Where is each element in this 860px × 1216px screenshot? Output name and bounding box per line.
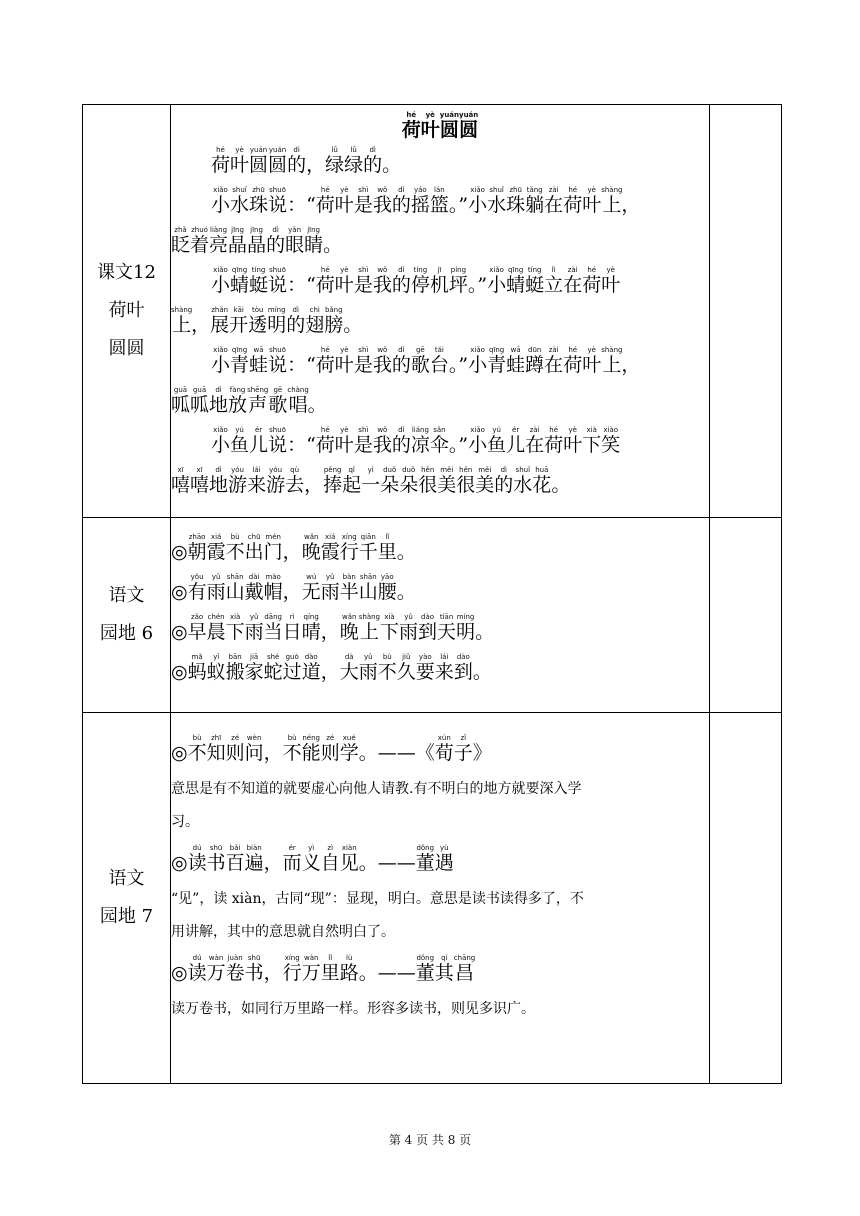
pinyin-char: 里lǐ [377, 533, 397, 563]
punctuation: 。” [448, 194, 469, 216]
pinyin-char: 叶yè [601, 266, 621, 296]
pinyin-char: 捧pěng [323, 466, 343, 496]
blank-cell [710, 713, 782, 1084]
pinyin-char: 帽mào [263, 573, 283, 603]
pinyin-char: 美měi [475, 466, 495, 496]
pinyin-char: 我wǒ [372, 426, 392, 456]
pinyin-char: 下xià [225, 613, 245, 643]
pinyin-char: 晚wǎn [301, 533, 321, 563]
quote-note: “见”，读 xiàn，古同“现”：显现，明白。意思是读书读得多了，不 [171, 891, 584, 907]
pinyin-char: 上shàng [358, 613, 380, 643]
punctuation: ， [621, 194, 641, 216]
text-line [171, 652, 709, 692]
pinyin-char: 停tíng [410, 266, 430, 296]
pinyin-char: 游yóu [228, 466, 248, 496]
pinyin-char: 歌gē [410, 346, 430, 376]
pinyin-char: 行xíng [282, 954, 302, 984]
pinyin-char: 荷hé [315, 186, 335, 216]
punctuation: ◎ [171, 581, 188, 603]
pinyin-char: 小xiǎo [211, 266, 231, 296]
punctuation: 。 [307, 394, 327, 416]
pinyin-char: 过guò [282, 653, 302, 683]
punctuation: ◎ [171, 541, 188, 563]
pinyin-char: 立lì [544, 266, 564, 296]
pinyin-char: 万wàn [301, 954, 321, 984]
pinyin-char: 去qù [285, 466, 305, 496]
pinyin-char: 我wǒ [372, 186, 392, 216]
label-line: 语文 [108, 868, 145, 889]
pinyin-char: 早zǎo [187, 613, 207, 643]
passage [171, 145, 709, 505]
pinyin-char: 儿ér [506, 426, 526, 456]
pinyin-char: 其qí [434, 954, 454, 984]
punctuation: ， [263, 962, 283, 984]
pinyin-char: 伞sǎn [429, 426, 449, 456]
pinyin-char: 荷hé [401, 111, 421, 141]
pinyin-char: 呱guā [190, 386, 210, 416]
pinyin-char: 绿lǜ [325, 146, 345, 176]
pinyin-char: 着zhuó [190, 226, 210, 256]
punctuation: ， [263, 742, 283, 764]
pinyin-char: 青qīng [487, 346, 507, 376]
text-line [171, 185, 709, 225]
pinyin-char: 雨yǔ [358, 653, 378, 683]
pinyin-char: 呱guā [171, 386, 191, 416]
pinyin-char: 明míng [267, 306, 287, 336]
pinyin-char: 不bù [187, 734, 207, 764]
row-label [83, 713, 171, 1084]
pinyin-char: 蜓tíng [525, 266, 545, 296]
pinyin-char: 游yóu [266, 466, 286, 496]
pinyin-char: 水shuǐ [513, 466, 533, 496]
row-lesson-12 [83, 105, 782, 518]
punctuation: ， [304, 474, 324, 496]
pinyin-char: 读dú [187, 954, 207, 984]
pinyin-char: 的dì [391, 346, 411, 376]
pinyin-char: 水shuǐ [230, 186, 250, 216]
pinyin-char: 董dǒng [415, 844, 435, 874]
pinyin-char: 叶yè [334, 266, 354, 296]
pinyin-char: 荷hé [544, 426, 564, 456]
pinyin-char: 有yǒu [187, 573, 207, 603]
label-line: 荷叶 [108, 300, 145, 321]
pinyin-char: 绿lǜ [344, 146, 364, 176]
pinyin-char: 笑xiào [601, 426, 621, 456]
pinyin-char: 蜻qīng [230, 266, 250, 296]
pinyin-char: 叶yè [563, 426, 583, 456]
pinyin-char: 叶yè [334, 346, 354, 376]
punctuation: 。” [448, 354, 469, 376]
pinyin-char: 很hěn [418, 466, 438, 496]
pinyin-char: 蛇shé [263, 653, 283, 683]
text-line [171, 385, 709, 425]
pinyin-char: 膀bǎng [324, 306, 344, 336]
pinyin-char: 躺tǎng [525, 186, 545, 216]
punctuation: ◎ [171, 962, 188, 984]
pinyin-char: 蛙wā [506, 346, 526, 376]
pinyin-char: 蹲dūn [525, 346, 545, 376]
punctuation: 。” [448, 434, 469, 456]
pinyin-char: 说shuō [268, 266, 288, 296]
pinyin-char: 蚁yǐ [206, 653, 226, 683]
pinyin-char: 摇yáo [410, 186, 430, 216]
pinyin-char: 见xiàn [339, 844, 359, 874]
pinyin-char: 小xiǎo [211, 346, 231, 376]
pinyin-char: 鱼yú [487, 426, 507, 456]
punctuation: 。—— [358, 962, 416, 984]
pinyin-char: 叶yè [582, 346, 602, 376]
lesson-title [171, 111, 709, 149]
pinyin-char: 雨yǔ [244, 613, 264, 643]
pinyin-char: 义yì [301, 844, 321, 874]
punctuation: ， [621, 354, 641, 376]
quote-section [171, 843, 709, 949]
pinyin-char: 荷hé [315, 266, 335, 296]
pinyin-char: 小xiǎo [468, 186, 488, 216]
pinyin-char: 花huā [532, 466, 552, 496]
pinyin-char: 晶jīng [228, 226, 248, 256]
pinyin-char: 山shān [225, 573, 245, 603]
pinyin-char: 蛙wā [249, 346, 269, 376]
row-label [83, 518, 171, 713]
text-line [171, 425, 709, 465]
punctuation: 。——《 [358, 742, 435, 764]
quote-note: 用讲解，其中的意思就自然明白了。 [171, 924, 395, 940]
pinyin-char: 蜻qīng [506, 266, 526, 296]
pinyin-char: 睛jīng [304, 226, 324, 256]
pinyin-char: 日rì [282, 613, 302, 643]
pinyin-char: 雨yǔ [320, 573, 340, 603]
punctuation: ， [282, 581, 302, 603]
punctuation: 。 [396, 581, 416, 603]
pinyin-char: 珠zhū [249, 186, 269, 216]
pinyin-char: 到dào [418, 613, 438, 643]
pinyin-char: 道dào [301, 653, 321, 683]
pinyin-char: 圆yuán [268, 146, 288, 176]
punctuation: ◎ [171, 742, 188, 764]
pinyin-char: 荷hé [582, 266, 602, 296]
pinyin-char: 知zhī [206, 734, 226, 764]
text-line [171, 532, 709, 572]
pinyin-char: 行xíng [339, 533, 359, 563]
pinyin-char: 我wǒ [372, 346, 392, 376]
pinyin-char: 荷hé [315, 426, 335, 456]
pinyin-char: 机jī [429, 266, 449, 296]
pinyin-char: 不bù [377, 653, 397, 683]
pinyin-char: 荷hé [563, 346, 583, 376]
pinyin-char: 叶yè [582, 186, 602, 216]
pinyin-char: 百bǎi [225, 844, 245, 874]
pinyin-char: 唱chàng [287, 386, 309, 416]
pinyin-char: 下xià [380, 613, 400, 643]
pinyin-char: 翅chì [305, 306, 325, 336]
pinyin-char: 家jiā [244, 653, 264, 683]
pinyin-char: 坪píng [448, 266, 468, 296]
blank-cell [710, 105, 782, 518]
pinyin-char: 腰yāo [377, 573, 397, 603]
pinyin-char: 晨chén [206, 613, 226, 643]
text-line [171, 612, 709, 652]
punctuation: 。” [467, 274, 488, 296]
punctuation: ：“ [287, 434, 316, 456]
label-line: 园地 7 [99, 906, 154, 927]
punctuation: ：“ [287, 274, 316, 296]
pinyin-char: 戴dài [244, 573, 264, 603]
text-line [171, 572, 709, 612]
pinyin-char: 下xià [582, 426, 602, 456]
pinyin-char: 而ér [282, 844, 302, 874]
pinyin-char: 读dú [187, 844, 207, 874]
punctuation: ， [320, 661, 340, 683]
text-line [171, 265, 709, 305]
pinyin-char: 则zé [225, 734, 245, 764]
row-content [171, 518, 710, 713]
pinyin-char: 万wàn [206, 954, 226, 984]
pinyin-char: 蚂mǎ [187, 653, 207, 683]
pinyin-char: 说shuō [268, 346, 288, 376]
pinyin-char: 无wú [301, 573, 321, 603]
pinyin-char: 水shuǐ [487, 186, 507, 216]
pinyin-char: 声shēng [247, 386, 269, 416]
pinyin-char: 雨yǔ [206, 573, 226, 603]
pinyin-char: 书shū [206, 844, 226, 874]
text-line [171, 145, 709, 185]
punctuation: 。 [475, 621, 495, 643]
punctuation: ， [306, 154, 326, 176]
pinyin-char: 路lù [339, 954, 359, 984]
pinyin-char: 晴qíng [301, 613, 321, 643]
row-garden-6 [83, 518, 782, 713]
pinyin-char: 叶yè [334, 186, 354, 216]
pinyin-char: 在zài [563, 266, 583, 296]
pinyin-char: 天tiān [437, 613, 457, 643]
pinyin-char: 说shuō [268, 186, 288, 216]
punctuation: 。 [382, 154, 402, 176]
pinyin-char: 的dì [286, 306, 306, 336]
pinyin-char: 亮liàng [209, 226, 229, 256]
pinyin-char: 台tái [429, 346, 449, 376]
text-line [171, 345, 709, 385]
pinyin-char: 蜓tíng [249, 266, 269, 296]
pinyin-char: 搬bān [225, 653, 245, 683]
blank-cell [710, 518, 782, 713]
proverb-list [171, 532, 709, 692]
pinyin-char: 晚wǎn [339, 613, 359, 643]
pinyin-char: 千qiān [358, 533, 378, 563]
pinyin-char: 嘻xī [171, 466, 191, 496]
pinyin-char: 董dǒng [415, 954, 435, 984]
punctuation: ◎ [171, 852, 188, 874]
row-content [171, 713, 710, 1084]
pinyin-char: 来lái [247, 466, 267, 496]
pinyin-char: 开kāi [229, 306, 249, 336]
pinyin-char: 叶yè [420, 111, 440, 141]
pinyin-char: 雨yǔ [399, 613, 419, 643]
pinyin-char: 学xué [339, 734, 359, 764]
pinyin-char: 叶yè [230, 146, 250, 176]
pinyin-char: 一yì [361, 466, 381, 496]
row-label [83, 105, 171, 518]
punctuation: 。 [396, 541, 416, 563]
text-line [171, 465, 709, 505]
pinyin-char: 嘻xī [190, 466, 210, 496]
pinyin-char: 遍biàn [244, 844, 264, 874]
pinyin-char: 我wǒ [372, 266, 392, 296]
punctuation: 》 [472, 742, 492, 764]
pinyin-char: 霞xiá [206, 533, 226, 563]
pinyin-char: 圆yuán [439, 111, 460, 141]
pinyin-char: 圆yuán [459, 111, 479, 141]
row-content [171, 105, 710, 518]
punctuation: ， [282, 541, 302, 563]
label-line: 圆圆 [108, 338, 145, 359]
pinyin-char: 山shān [358, 573, 378, 603]
pinyin-char: 是shì [353, 426, 373, 456]
row-garden-7 [83, 713, 782, 1084]
punctuation: 。 [472, 661, 492, 683]
pinyin-char: 的dì [391, 186, 411, 216]
pinyin-char: 昌chāng [453, 954, 476, 984]
pinyin-char: 圆yuán [249, 146, 269, 176]
pinyin-char: 地dì [209, 386, 229, 416]
pinyin-char: 朝zhāo [187, 533, 207, 563]
pinyin-char: 放fàng [228, 386, 248, 416]
pinyin-char: 自zì [320, 844, 340, 874]
pinyin-char: 在zài [544, 186, 564, 216]
pinyin-char: 在zài [544, 346, 564, 376]
pinyin-char: 来lái [434, 653, 454, 683]
pinyin-char: 很hěn [456, 466, 476, 496]
pinyin-char: 要yào [415, 653, 435, 683]
pinyin-char: 朵duǒ [380, 466, 400, 496]
punctuation: ， [263, 852, 283, 874]
pinyin-char: 子zǐ [453, 734, 473, 764]
pinyin-char: 的dì [363, 146, 383, 176]
pinyin-char: 出chū [244, 533, 264, 563]
punctuation: ， [320, 621, 340, 643]
pinyin-char: 朵duǒ [399, 466, 419, 496]
quote-note: 意思是有不知道的就要虚心向他人请教.有不明白的地方就要深入学 [171, 781, 582, 797]
punctuation: ◎ [171, 621, 188, 643]
pinyin-char: 霞xiá [320, 533, 340, 563]
quote-note: 习。 [171, 814, 199, 830]
pinyin-char: 鱼yú [230, 426, 250, 456]
pinyin-char: 荷hé [563, 186, 583, 216]
punctuation: ， [191, 314, 211, 336]
pinyin-char: 荷hé [315, 346, 335, 376]
pinyin-char: 大dà [339, 653, 359, 683]
pinyin-char: 透tòu [248, 306, 268, 336]
label-line: 语文 [108, 585, 145, 606]
label-line: 园地 6 [99, 623, 154, 644]
pinyin-char: 小xiǎo [487, 266, 507, 296]
quote-line [171, 843, 709, 883]
text-line [171, 225, 709, 265]
pinyin-char: 书shū [244, 954, 264, 984]
quote-note: 读万卷书，如同行万里路一样。形容多读书，则见多识广。 [171, 1001, 535, 1017]
quote-line [171, 733, 709, 773]
pinyin-char: 眨zhǎ [171, 226, 191, 256]
pinyin-char: 里lǐ [320, 954, 340, 984]
pinyin-char: 珠zhū [506, 186, 526, 216]
pinyin-char: 门mén [263, 533, 283, 563]
page-footer: 第 4 页 共 8 页 [388, 1133, 472, 1147]
pinyin-char: 叶yè [334, 426, 354, 456]
pinyin-char: 起qǐ [342, 466, 362, 496]
pinyin-char: 不bù [282, 734, 302, 764]
pinyin-char: 久jiǔ [396, 653, 416, 683]
pinyin-char: 青qīng [230, 346, 250, 376]
pinyin-char: 当dāng [263, 613, 283, 643]
pinyin-char: 是shì [353, 266, 373, 296]
pinyin-char: 卷juàn [225, 954, 245, 984]
pinyin-char: 小xiǎo [211, 186, 231, 216]
pinyin-char: 的dì [494, 466, 514, 496]
pinyin-char: 晶jīng [247, 226, 267, 256]
quote-line [171, 953, 709, 993]
pinyin-char: 能néng [301, 734, 321, 764]
pinyin-char: 是shì [353, 346, 373, 376]
punctuation: ：“ [287, 354, 316, 376]
pinyin-char: 上shàng [601, 186, 623, 216]
pinyin-char: 的dì [287, 146, 307, 176]
pinyin-char: 凉liáng [410, 426, 430, 456]
pinyin-char: 篮lán [429, 186, 449, 216]
pinyin-char: 不bù [225, 533, 245, 563]
pinyin-char: 说shuō [268, 426, 288, 456]
pinyin-char: 儿ér [249, 426, 269, 456]
pinyin-char: 是shì [353, 186, 373, 216]
pinyin-char: 明míng [456, 613, 476, 643]
pinyin-char: 展zhǎn [210, 306, 230, 336]
pinyin-char: 地dì [209, 466, 229, 496]
pinyin-char: 小xiǎo [211, 426, 231, 456]
pinyin-char: 小xiǎo [468, 426, 488, 456]
punctuation: 。—— [358, 852, 416, 874]
pinyin-char: 则zé [320, 734, 340, 764]
punctuation: 。 [343, 314, 363, 336]
pinyin-char: 荷hé [211, 146, 231, 176]
quote-section [171, 733, 709, 839]
pinyin-char: 上shàng [171, 306, 193, 336]
pinyin-char: 到dào [453, 653, 473, 683]
pinyin-char: 的dì [391, 426, 411, 456]
lesson-table [82, 104, 782, 1084]
pinyin-char: 上shàng [601, 346, 623, 376]
pinyin-char: 的dì [266, 226, 286, 256]
punctuation: 。 [551, 474, 571, 496]
pinyin-char: 问wèn [244, 734, 264, 764]
pinyin-char: 歌gē [268, 386, 288, 416]
punctuation: ◎ [171, 661, 188, 683]
pinyin-char: 美měi [437, 466, 457, 496]
pinyin-char: 眼yǎn [285, 226, 305, 256]
pinyin-char: 荀xún [434, 734, 454, 764]
quote-section [171, 953, 709, 1026]
label-line: 课文12 [97, 262, 156, 283]
punctuation: 。 [323, 234, 343, 256]
punctuation: ：“ [287, 194, 316, 216]
pinyin-char: 的dì [391, 266, 411, 296]
pinyin-char: 小xiǎo [468, 346, 488, 376]
text-line [171, 305, 709, 345]
pinyin-char: 遇yù [434, 844, 454, 874]
pinyin-char: 半bàn [339, 573, 359, 603]
pinyin-char: 在zài [525, 426, 545, 456]
